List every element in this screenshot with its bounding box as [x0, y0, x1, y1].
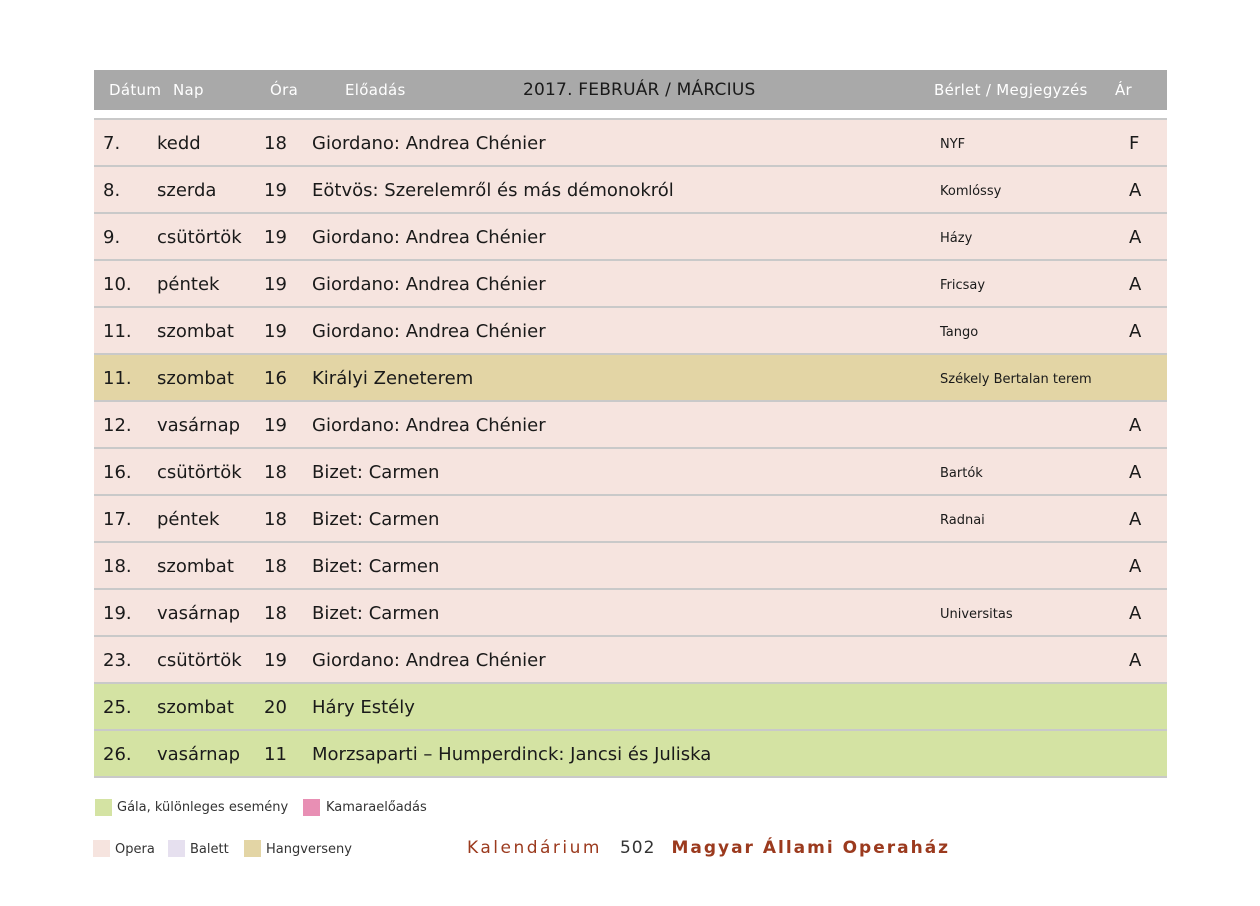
- schedule-table: [94, 118, 1167, 778]
- table-row: [94, 635, 1167, 682]
- row-day: csütörtök: [157, 650, 242, 671]
- table-row: [94, 165, 1167, 212]
- row-day: szombat: [157, 556, 234, 577]
- col-day-header: Nap: [173, 81, 204, 99]
- legend-label-hangverseny: Hangverseny: [266, 842, 352, 857]
- row-date: 8.: [103, 180, 121, 201]
- legend-swatch-balett: [168, 840, 185, 857]
- col-perf-header: Előadás: [345, 81, 406, 99]
- row-note: Komlóssy: [940, 184, 1002, 199]
- col-hour-header: Óra: [270, 81, 299, 99]
- row-hour: 18: [264, 509, 287, 530]
- row-day: vasárnap: [157, 603, 241, 624]
- row-performance: Eötvös: Szerelemről és más démonokról: [312, 180, 674, 201]
- row-price: A: [1129, 509, 1142, 530]
- table-row: [94, 682, 1167, 729]
- footer-kalendarium: Kalendárium: [467, 838, 602, 858]
- row-note: Fricsay: [940, 278, 986, 293]
- table-row: [94, 729, 1167, 778]
- row-hour: 16: [264, 368, 287, 389]
- row-hour: 18: [264, 556, 287, 577]
- row-date: 7.: [103, 133, 121, 154]
- row-day: vasárnap: [157, 744, 241, 765]
- row-performance: Bizet: Carmen: [312, 462, 440, 483]
- row-performance: Háry Estély: [312, 697, 415, 718]
- legend-swatch-kamara: [303, 799, 320, 816]
- table-row: [94, 259, 1167, 306]
- row-date: 18.: [103, 556, 132, 577]
- table-row: [94, 353, 1167, 400]
- row-day: péntek: [157, 509, 220, 530]
- table-row: [94, 588, 1167, 635]
- row-performance: Giordano: Andrea Chénier: [312, 133, 546, 154]
- row-note: Székely Bertalan terem: [940, 372, 1092, 387]
- row-day: szombat: [157, 321, 234, 342]
- row-day: kedd: [157, 133, 201, 154]
- row-price: A: [1129, 556, 1142, 577]
- row-note: NYF: [940, 137, 966, 152]
- legend-label-balett: Balett: [190, 842, 229, 857]
- page-footer: [467, 838, 950, 858]
- row-hour: 19: [264, 274, 287, 295]
- row-date: 11.: [103, 368, 132, 389]
- row-price: A: [1129, 274, 1142, 295]
- col-note-header: Bérlet / Megjegyzés: [934, 81, 1088, 99]
- table-header: [94, 70, 1167, 110]
- table-row: [94, 541, 1167, 588]
- row-date: 26.: [103, 744, 132, 765]
- page-number: 502: [619, 838, 656, 858]
- row-price: A: [1129, 180, 1142, 201]
- legend-label-kamara: Kamaraelőadás: [326, 800, 427, 815]
- row-performance: Bizet: Carmen: [312, 556, 440, 577]
- row-price: A: [1129, 227, 1142, 248]
- table-row: [94, 118, 1167, 165]
- row-day: péntek: [157, 274, 220, 295]
- row-hour: 19: [264, 650, 287, 671]
- table-row: [94, 212, 1167, 259]
- row-performance: Giordano: Andrea Chénier: [312, 415, 546, 436]
- row-hour: 18: [264, 462, 287, 483]
- row-date: 23.: [103, 650, 132, 671]
- month-title: 2017. FEBRUÁR / MÁRCIUS: [523, 80, 756, 100]
- row-date: 9.: [103, 227, 121, 248]
- row-hour: 19: [264, 180, 287, 201]
- row-hour: 11: [264, 744, 287, 765]
- row-day: szerda: [157, 180, 217, 201]
- row-date: 12.: [103, 415, 132, 436]
- row-hour: 20: [264, 697, 287, 718]
- row-performance: Bizet: Carmen: [312, 603, 440, 624]
- row-hour: 19: [264, 415, 287, 436]
- row-price: A: [1129, 650, 1142, 671]
- row-price: A: [1129, 603, 1142, 624]
- row-note: Radnai: [940, 513, 985, 528]
- row-performance: Giordano: Andrea Chénier: [312, 274, 546, 295]
- row-hour: 18: [264, 603, 287, 624]
- row-performance: Giordano: Andrea Chénier: [312, 321, 546, 342]
- legend-swatch-gala: [95, 799, 112, 816]
- row-day: vasárnap: [157, 415, 241, 436]
- row-performance: Királyi Zeneterem: [312, 368, 474, 389]
- table-row: [94, 494, 1167, 541]
- row-note: Universitas: [940, 607, 1013, 622]
- row-price: A: [1129, 415, 1142, 436]
- row-performance: Morzsaparti – Humperdinck: Jancsi és Juliska: [312, 744, 712, 765]
- row-hour: 19: [264, 321, 287, 342]
- row-date: 11.: [103, 321, 132, 342]
- row-date: 10.: [103, 274, 132, 295]
- row-price: A: [1129, 462, 1142, 483]
- row-price: F: [1129, 133, 1140, 154]
- col-price-header: Ár: [1115, 81, 1133, 99]
- row-day: szombat: [157, 368, 234, 389]
- row-note: Bartók: [940, 466, 983, 481]
- row-day: csütörtök: [157, 227, 242, 248]
- legend-label-gala: Gála, különleges esemény: [117, 800, 289, 815]
- table-row: [94, 400, 1167, 447]
- legend-swatch-hangverseny: [244, 840, 261, 857]
- legend-label-opera: Opera: [115, 842, 155, 857]
- row-hour: 18: [264, 133, 287, 154]
- table-row: [94, 306, 1167, 353]
- row-note: Tango: [940, 325, 979, 340]
- row-price: A: [1129, 321, 1142, 342]
- row-performance: Giordano: Andrea Chénier: [312, 227, 546, 248]
- row-date: 16.: [103, 462, 132, 483]
- row-day: szombat: [157, 697, 234, 718]
- row-performance: Giordano: Andrea Chénier: [312, 650, 546, 671]
- table-row: [94, 447, 1167, 494]
- row-hour: 19: [264, 227, 287, 248]
- row-note: Házy: [940, 231, 973, 246]
- footer-org-name: Magyar Állami Operaház: [671, 838, 951, 858]
- row-performance: Bizet: Carmen: [312, 509, 440, 530]
- row-day: csütörtök: [157, 462, 242, 483]
- row-date: 19.: [103, 603, 132, 624]
- col-date-header: Dátum: [109, 81, 162, 99]
- legend-swatch-opera: [93, 840, 110, 857]
- row-date: 25.: [103, 697, 132, 718]
- row-date: 17.: [103, 509, 132, 530]
